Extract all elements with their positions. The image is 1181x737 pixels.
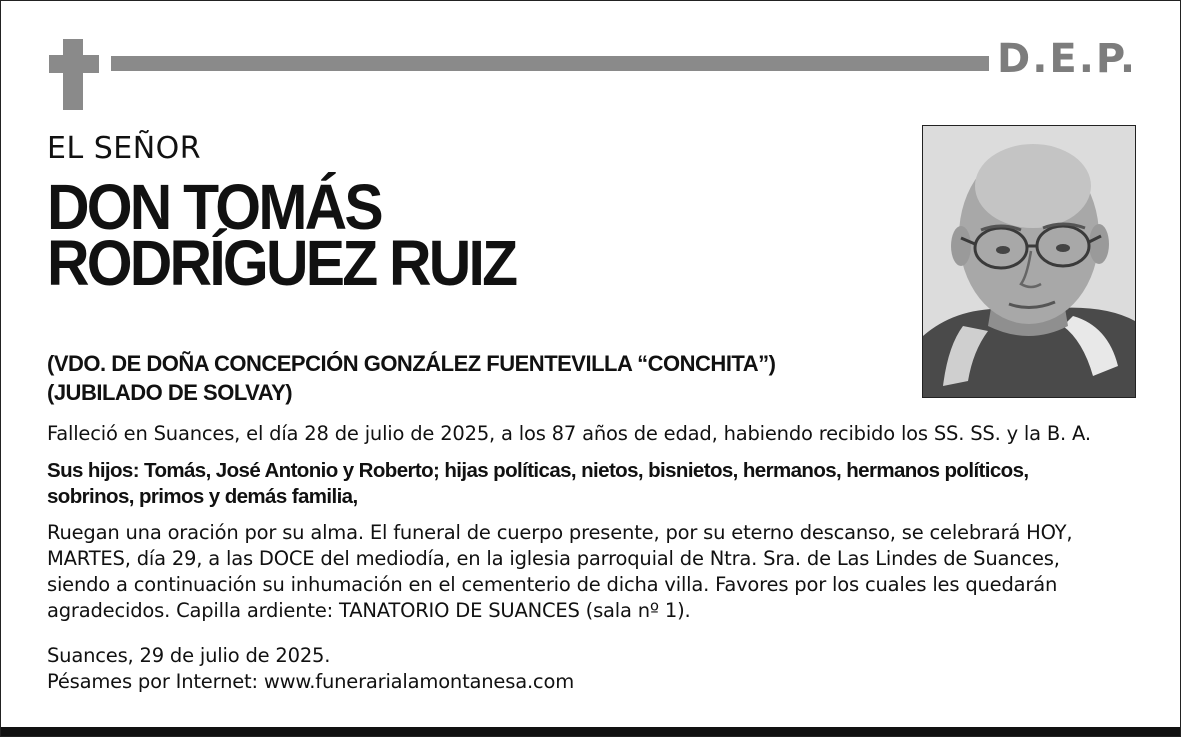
portrait-photo	[922, 125, 1136, 398]
title-prefix: EL SEÑOR	[47, 131, 202, 166]
condolences-link: Pésames por Internet: www.funerarialamontanesa.com	[47, 670, 574, 693]
header-rule	[111, 56, 989, 71]
date-place: Suances, 29 de julio de 2025.	[47, 644, 331, 667]
occupation-note: (JUBILADO DE SOLVAY)	[47, 380, 293, 405]
family-line-2: sobrinos, primos y demás familia,	[47, 485, 358, 508]
widower-note: (VDO. DE DOÑA CONCEPCIÓN GONZÁLEZ FUENTEVILLA “CONCHITA”)	[47, 351, 776, 376]
cross-icon-bar	[49, 55, 99, 73]
name-line-1: DON TOMÁS	[47, 171, 381, 243]
deceased-name	[47, 171, 516, 299]
dep-label: D.E.P.	[997, 36, 1138, 82]
death-notice: Falleció en Suances, el día 28 de julio de 2025, a los 87 años de edad, habiendo recibido los SS. SS. y la B. A.	[47, 422, 1091, 445]
portrait-icon	[923, 126, 1135, 397]
funeral-line-3: siendo a continuación su inhumación en el cementerio de dicha villa. Favores por los cuales les quedarán	[47, 573, 1058, 596]
funeral-line-1: Ruegan una oración por su alma. El funeral de cuerpo presente, por su eterno descanso, se celebrará HOY,	[47, 521, 1073, 544]
funeral-line-2: MARTES, día 29, a las DOCE del mediodía, en la iglesia parroquial de Ntra. Sra. de Las Lindes de Suances,	[47, 547, 1060, 570]
cross-icon	[63, 39, 83, 110]
name-line-2: RODRÍGUEZ RUIZ	[47, 227, 516, 299]
funeral-line-4: agradecidos. Capilla ardiente: TANATORIO DE SUANCES (sala nº 1).	[47, 599, 691, 622]
bottom-rule	[1, 727, 1180, 736]
family-line-1: Sus hijos: Tomás, José Antonio y Roberto; hijas políticas, nietos, bisnietos, hermanos, hermanos políticos,	[47, 459, 1029, 482]
